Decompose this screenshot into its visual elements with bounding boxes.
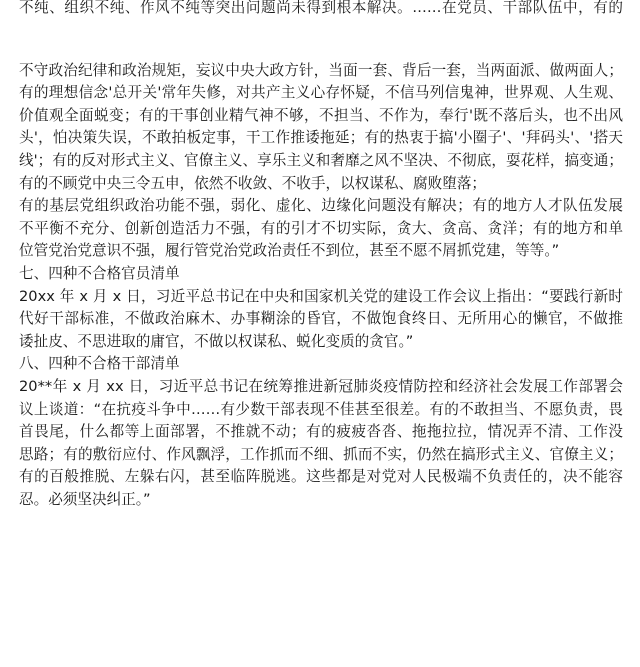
document-body	[19, 0, 623, 511]
paragraph-line: 忍。必须坚决纠正。”	[19, 490, 151, 508]
paragraph-line: 线'；有的反对形式主义、官僚主义、享乐主义和奢靡之风不坚决、不彻底，耍花样，搞变通；	[19, 151, 623, 169]
paragraph-line: 头'，怕决策失误，不敢拍板定事，干工作推诿拖延；有的热衷于搞'小圈子'、'拜码头'、'搭天	[19, 129, 623, 147]
paragraph-line-top: 不纯、组织不纯、作风不纯等突出问题尚未得到根本解决。……在党员、干部队伍中，有的	[19, 0, 623, 16]
section-heading: 八、四种不合格干部清单	[19, 355, 180, 373]
paragraph-line: 不平衡不充分、创新创造活力不强，有的引才不切实际，贪大、贪高、贪洋；有的地方和单	[19, 219, 623, 237]
paragraph-line: 不守政治纪律和政治规矩，妄议中央大政方针，当面一套、背后一套，当两面派、做两面人；	[19, 61, 623, 79]
paragraph-line: 首畏尾，什么都等上面部署，不推就不动；有的疲疲沓沓、拖拖拉拉，情况弄不清、工作没	[19, 423, 623, 441]
paragraph-line: 思路；有的敷衍应付、作风飘浮，工作抓而不细、抓而不实，仍然在搞形式主义、官僚主义；	[19, 445, 623, 463]
paragraph-line: 有的不顾党中央三令五申，依然不收敛、不收手，以权谋私、腐败堕落；	[19, 174, 487, 192]
paragraph-line: 代好干部标准，不做政治麻木、办事糊涂的昏官，不做饱食终日、无所用心的懒官，不做推	[19, 310, 623, 328]
paragraph-line: 有的基层党组织政治功能不强，弱化、虚化、边缘化问题没有解决；有的地方人才队伍发展	[19, 197, 623, 215]
paragraph-line: 20**年 x 月 xx 日，习近平总书记在统筹推进新冠肺炎疫情防控和经济社会发展工作部署会	[19, 377, 623, 395]
paragraph-line: 有的百般推脱、左躲右闪，甚至临阵脱逃。这些都是对党对人民极端不负责任的，决不能容	[19, 468, 623, 486]
paragraph-line: 20xx 年 x 月 x 日，习近平总书记在中央和国家机关党的建设工作会议上指出：“要践行新时	[19, 287, 623, 305]
section-heading: 七、四种不合格官员清单	[19, 264, 180, 282]
paragraph-line: 位管党治党意识不强，履行管党治党政治责任不到位，甚至不愿不屑抓党建，等等。”	[19, 242, 560, 260]
paragraph-line: 诿扯皮、不思进取的庸官，不做以权谋私、蜕化变质的贪官。”	[19, 332, 414, 350]
paragraph-line: 议上谈道：“在抗疫斗争中……有少数干部表现不佳甚至很差。有的不敢担当、不愿负责，畏	[19, 400, 623, 418]
paragraph-line: 价值观全面蜕变；有的干事创业精气神不够，不担当、不作为，奉行'既不落后头，也不出风	[19, 106, 623, 124]
paragraph-line: 有的理想信念'总开关'常年失修，对共产主义心存怀疑，不信马列信鬼神，世界观、人生观、	[19, 84, 623, 102]
paragraph-gap	[19, 20, 623, 60]
